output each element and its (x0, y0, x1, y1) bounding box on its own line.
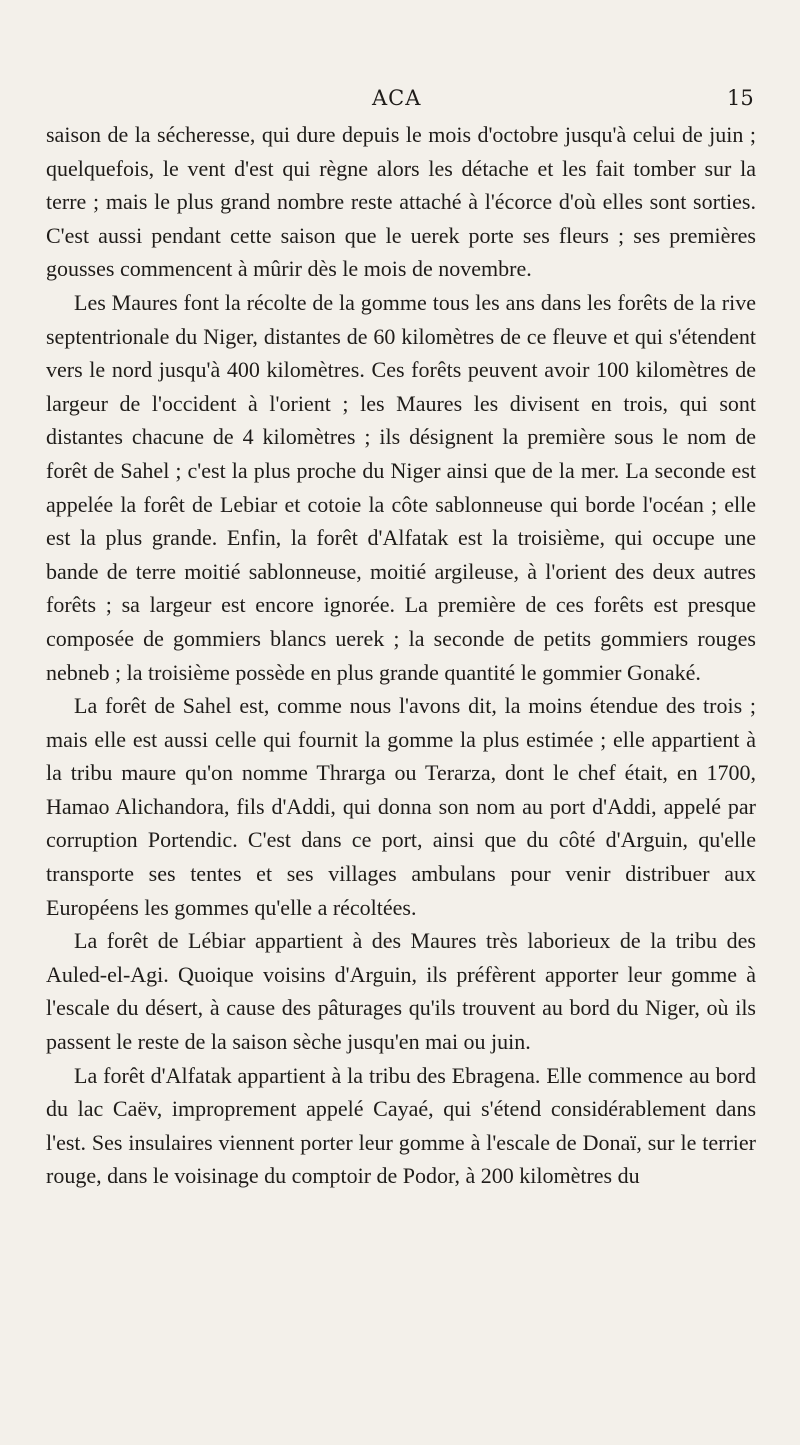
paragraph: La forêt d'Alfatak appartient à la tribu des Ebragena. Elle commence au bord du lac Caëv, improprement appelé Cayaé, qui s'étend considérablement dans l'est. Ses insulaires viennent porter leur gomme à l'escale de Donaï, sur le terrier rouge, dans le voisinage du comptoir de Podor, à 200 kilomètres du (46, 1062, 756, 1189)
paragraph: La forêt de Lébiar appartient à des Maures très laborieux de la tribu des Auled-el-Agi. Quoique voisins d'Arguin, ils préfèrent apporter leur gomme à l'escale du désert, à cause des pâturages qu'ils trouvent au bord du Niger, où ils passent le reste de la saison sèche jusqu'en mai ou juin. (46, 928, 756, 1055)
paragraph: saison de la sécheresse, qui dure depuis le mois d'octobre jusqu'à celui de juin ; quelquefois, le vent d'est qui règne alors les détache et les fait tomber sur la terre ; mais le plus grand nombre reste attaché à l'écorce d'où elles sont sorties. C'est aussi pendant cette saison que le uerek porte ses fleurs ; ses premières gousses commencent à mûrir dès le mois de novembre. (46, 122, 756, 282)
paragraph: Les Maures font la récolte de la gomme tous les ans dans les forêts de la rive septentrionale du Niger, distantes de 60 kilomètres de ce fleuve et qui s'étendent vers le nord jusqu'à 400 kilomètres. Ces forêts peuvent avoir 100 kilomètres de largeur de l'occident à l'orient ; les Maures les divisent en trois, qui sont distantes chacune de 4 kilomètres ; ils désignent la première sous le nom de forêt de Sahel ; c'est la plus proche du Niger ainsi que de la mer. La seconde est appelée la forêt de Lebiar et cotoie la côte sablonneuse qui borde l'océan ; elle est la plus grande. Enfin, la forêt d'Alfatak est la troisième, qui occupe une bande de terre moitié sablonneuse, moitié argileuse, à l'orient des deux autres forêts ; sa largeur est encore ignorée. La première de ces forêts est presque composée de gommiers blancs uerek ; la seconde de petits gommiers rouges nebneb ; la troisième possède en plus grande quantité le gommier Gonaké. (46, 289, 756, 685)
page-number: 15 (727, 86, 754, 110)
paragraph: La forêt de Sahel est, comme nous l'avons dit, la moins étendue des trois ; mais elle est aussi celle qui fournit la gomme la plus estimée ; elle appartient à la tribu maure qu'on nomme Thrarga ou Terarza, dont le chef était, en 1700, Hamao Alichandora, fils d'Addi, qui donna son nom au port d'Addi, appelé par corruption Portendic. C'est dans ce port, ainsi que du côté d'Arguin, qu'elle transporte ses tentes et ses villages ambulans pour venir distribuer aux Européens les gommes qu'elle a récoltées. (46, 693, 756, 920)
running-title: ACA (372, 86, 422, 110)
body-text (46, 118, 756, 1193)
running-header (0, 86, 800, 116)
